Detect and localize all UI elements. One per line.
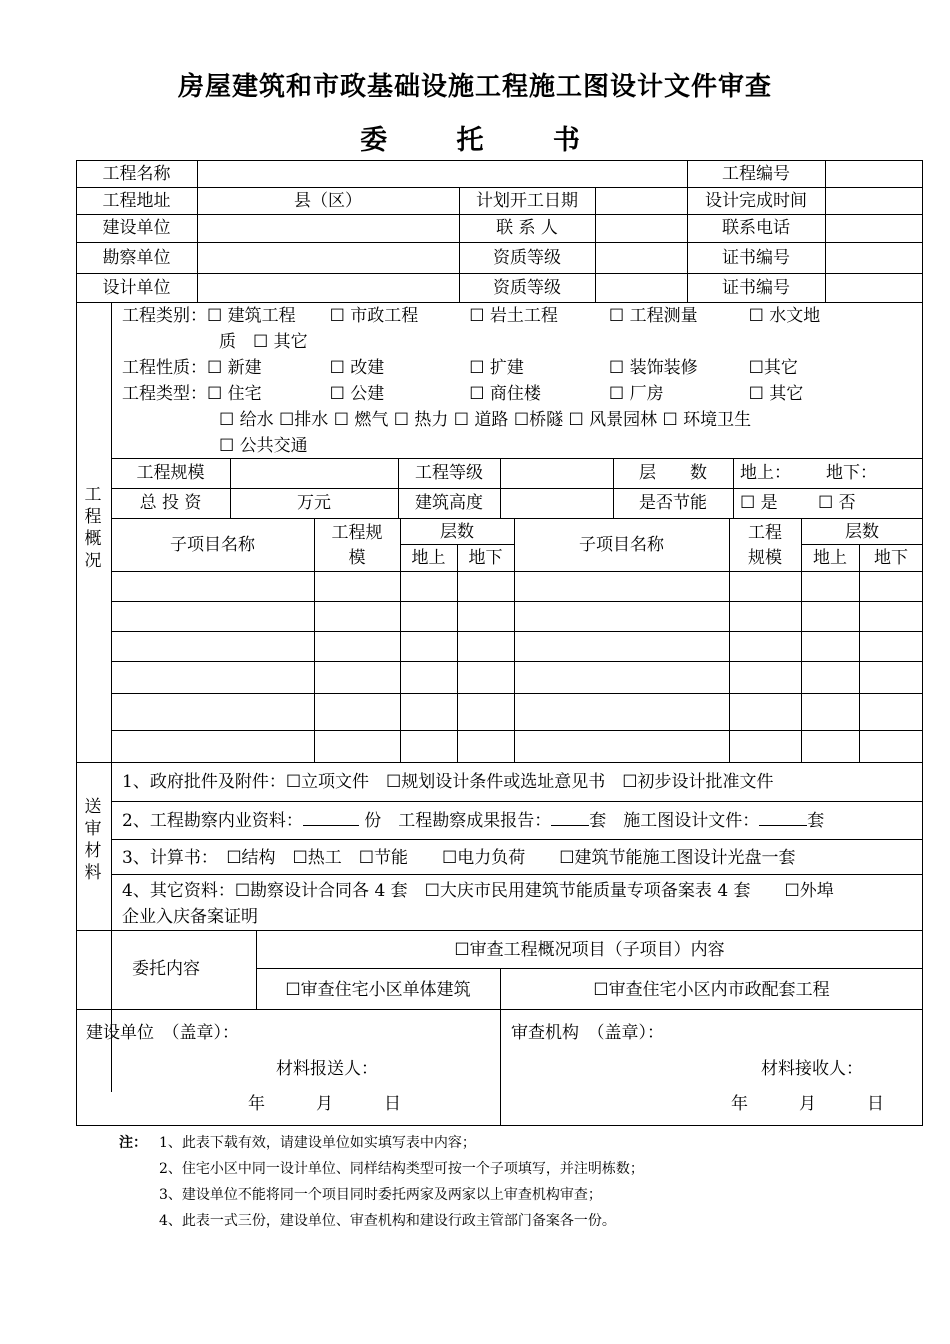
label-cert-1: 证书编号 bbox=[722, 248, 790, 268]
label-design-unit: 设计单位 bbox=[102, 278, 171, 298]
label-contact: 联 系 人 bbox=[496, 218, 558, 238]
header-sub-floors: 层数 bbox=[440, 522, 474, 542]
materials-line-3: 3、计算书： ☐结构 ☐热工 ☐节能 ☐电力负荷 ☐建筑节能施工图设计光盘一套 bbox=[122, 848, 796, 868]
category-line-2: 质 ☐ 其它 bbox=[219, 332, 308, 352]
label-cert-2: 证书编号 bbox=[722, 278, 790, 298]
type-line-2: ☐ 给水 ☐排水 ☐ 燃气 ☐ 热力 ☐ 道路 ☐桥隧 ☐ 风景园林 ☐ 环境卫生 bbox=[219, 410, 752, 430]
type-line-1: 工程类型：☐ 住宅 ☐ 公建 ☐ 商住楼 ☐ 厂房 ☐ 其它 bbox=[122, 384, 804, 404]
label-start-date: 计划开工日期 bbox=[476, 191, 578, 211]
commission-option-2[interactable]: ☐审查住宅小区单体建筑 bbox=[285, 980, 471, 1000]
notes-label: 注： bbox=[119, 1135, 147, 1151]
header-sub-scale-a: 工程规 bbox=[331, 523, 383, 543]
commission-option-1[interactable]: ☐审查工程概况项目（子项目）内容 bbox=[454, 940, 725, 960]
label-energy: 是否节能 bbox=[639, 493, 707, 513]
checkbox-energy-yes[interactable]: ☐ 是 bbox=[740, 493, 778, 513]
nature-line: 工程性质：☐ 新建 ☐ 改建 ☐ 扩建 ☐ 装饰装修 ☐其它 bbox=[122, 358, 798, 378]
label-investment: 总 投 资 bbox=[139, 493, 202, 513]
review-seal-label: 审查机构 （盖章）： bbox=[511, 1023, 664, 1043]
materials-line-1: 1、政府批件及附件：☐立项文件 ☐规划设计条件或选址意见书 ☐初步设计批准文件 bbox=[122, 772, 774, 792]
materials-line-4a: 4、其它资料：☐勘察设计合同各 4 套 ☐大庆市民用建筑节能质量专项备案表 4 套 ☐外埠 bbox=[122, 881, 834, 901]
label-county: 县（区） bbox=[294, 191, 362, 211]
label-project-name: 工程名称 bbox=[102, 164, 171, 184]
materials-side-label: 送审材料 bbox=[84, 797, 102, 883]
overview-side-label: 工程概况 bbox=[84, 485, 102, 571]
header-sub-name: 子项目名称 bbox=[170, 535, 255, 555]
label-phone: 联系电话 bbox=[722, 218, 790, 238]
label-project-no: 工程编号 bbox=[722, 164, 790, 184]
label-design-done: 设计完成时间 bbox=[705, 191, 807, 211]
label-builder: 建设单位 bbox=[102, 218, 171, 238]
form-subtitle: 委 托 书 bbox=[360, 125, 610, 156]
header-sub-above-2: 地上 bbox=[813, 548, 847, 568]
header-sub-below: 地下 bbox=[468, 548, 503, 568]
label-qualification-2: 资质等级 bbox=[493, 278, 561, 298]
label-address: 工程地址 bbox=[102, 191, 171, 211]
border-top bbox=[76, 160, 923, 161]
note-3: 3、建设单位不能将同一个项目同时委托两家及两家以上审查机构审查； bbox=[159, 1187, 602, 1203]
label-wan: 万元 bbox=[297, 493, 331, 513]
sender-label: 材料报送人： bbox=[276, 1059, 378, 1079]
note-4: 4、此表一式三份，建设单位、审查机构和建设行政主管部门备案各一份。 bbox=[159, 1213, 616, 1229]
label-grade: 工程等级 bbox=[415, 463, 483, 483]
label-scale: 工程规模 bbox=[136, 463, 205, 483]
label-height: 建筑高度 bbox=[415, 493, 483, 513]
header-sub-scale-b: 模 bbox=[348, 548, 366, 568]
form-table bbox=[76, 160, 923, 1126]
header-sub-below-2: 地下 bbox=[874, 548, 908, 568]
note-1: 1、此表下载有效，请建设单位如实填写表中内容； bbox=[159, 1135, 476, 1151]
checkbox-energy-no[interactable]: ☐ 否 bbox=[818, 493, 856, 513]
header-sub-name-2: 子项目名称 bbox=[579, 535, 664, 555]
label-survey-unit: 勘察单位 bbox=[102, 248, 171, 268]
type-line-3: ☐ 公共交通 bbox=[219, 436, 308, 456]
commission-option-3[interactable]: ☐审查住宅小区内市政配套工程 bbox=[593, 980, 830, 1000]
label-qualification-1: 资质等级 bbox=[493, 248, 561, 268]
materials-line-2: 2、工程勘察内业资料： 份 工程勘察成果报告： 套 施工图设计文件： 套 bbox=[122, 811, 825, 831]
materials-line-4b: 企业入庆备案证明 bbox=[122, 907, 258, 927]
notes bbox=[119, 1130, 644, 1234]
label-above: 地上： bbox=[740, 463, 791, 483]
builder-seal-label: 建设单位 （盖章）： bbox=[86, 1023, 239, 1043]
header-sub-floors-2: 层数 bbox=[845, 522, 879, 542]
header-sub-above: 地上 bbox=[411, 548, 446, 568]
header-sub-scale-2b: 规模 bbox=[748, 548, 782, 568]
form-title: 房屋建筑和市政基础设施工程施工图设计文件审查 bbox=[177, 72, 772, 102]
date-right: 年 月 日 bbox=[731, 1094, 884, 1114]
label-floors: 层 数 bbox=[639, 463, 707, 483]
receiver-label: 材料接收人： bbox=[761, 1059, 863, 1079]
commission-label: 委托内容 bbox=[132, 959, 200, 979]
label-below: 地下： bbox=[826, 463, 877, 483]
category-line-1: 工程类别：☐ 建筑工程 ☐ 市政工程 ☐ 岩土工程 ☐ 工程测量 ☐ 水文地 bbox=[122, 306, 821, 326]
date-left: 年 月 日 bbox=[248, 1094, 401, 1114]
note-2: 2、住宅小区中同一设计单位、同样结构类型可按一个子项填写，并注明栋数； bbox=[159, 1161, 644, 1177]
header-sub-scale-2a: 工程 bbox=[748, 523, 782, 543]
border-left bbox=[76, 160, 77, 1126]
